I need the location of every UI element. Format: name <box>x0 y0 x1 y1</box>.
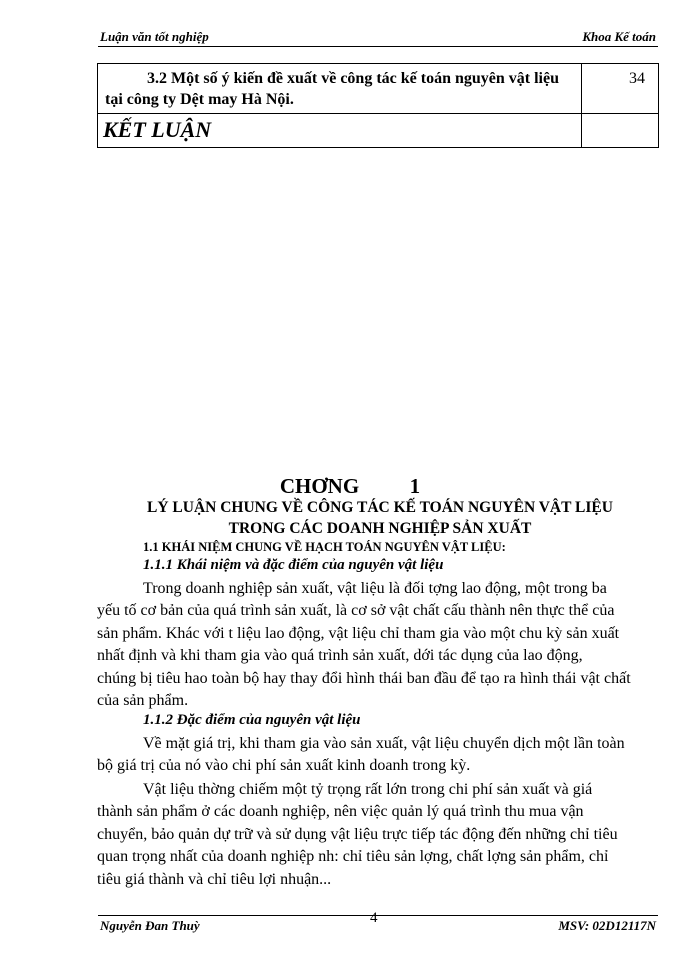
footer-student-id: MSV: 02D12117N <box>558 918 656 933</box>
toc-entry-line-2: tại công ty Dệt may Hà Nội. <box>105 91 294 108</box>
paragraph-line: thành sản phẩm ở các doanh nghiệp, nên việc quản lý quá trình thu mua vận <box>97 803 584 821</box>
paragraph-line: quan trọng nhất của doanh nghiệp nh: chỉ tiêu sản lợng, chất lợng sản phẩm, chỉ <box>97 848 609 866</box>
toc-page-cell-empty <box>582 114 659 148</box>
footer-author: Nguyễn Đan Thuỳ <box>100 918 200 933</box>
section-heading-1-1: 1.1 KHÁI NIỆM CHUNG VỀ HẠCH TOÁN NGUYÊN VẬT LIỆU: <box>143 540 506 554</box>
paragraph-3 <box>97 779 659 891</box>
paragraph-line: bộ giá trị của nó vào chi phí sản xuất kinh doanh trong kỳ. <box>97 757 471 775</box>
toc-row <box>98 64 659 114</box>
paragraph-line: chuyển, bảo quản dự trữ và sử dụng vật liệu trực tiếp tác động đến những chỉ tiêu <box>97 825 618 843</box>
section-heading-1-1-2: 1.1.2 Đặc điểm của nguyên vật liệu <box>143 712 361 728</box>
paragraph-line: chúng bị tiêu hao toàn bộ hay thay đổi hình thái ban đầu để tạo ra hình thái vật chất <box>97 669 631 687</box>
toc-conclusion-label: KẾT LUẬN <box>103 117 212 142</box>
paragraph-line: sản phẩm. Khác với t liệu lao động, vật liệu chỉ tham gia vào một chu kỳ sản xuất <box>97 624 620 642</box>
paragraph-line: Về mặt giá trị, khi tham gia vào sản xuất, vật liệu chuyển dịch một lần toàn <box>143 735 625 752</box>
toc-entry-cell <box>98 114 582 148</box>
toc-row <box>98 114 659 148</box>
chapter-subtitle-line-2: TRONG CÁC DOANH NGHIỆP SẢN XUẤT <box>228 520 532 537</box>
paragraph-line: Vật liệu thờng chiếm một tỷ trọng rất lớn trong chi phí sản xuất và giá <box>143 781 593 798</box>
toc-entry-text <box>99 65 580 112</box>
footer-page-number: 4 <box>370 910 378 926</box>
paragraph-2 <box>97 733 659 778</box>
paragraph-line: yếu tố cơ bản của quá trình sản xuất, là cơ sở vật chất cấu thành nên thực thể của <box>97 602 615 620</box>
section-heading-1-1-1: 1.1.1 Khái niệm và đặc điểm của nguyên vật liệu <box>143 557 444 573</box>
toc-table <box>97 63 659 148</box>
toc-entry-cell <box>98 64 582 114</box>
chapter-word: CHƠNG <box>279 474 360 498</box>
paragraph-line: nhất định và khi tham gia vào quá trình sản xuất, dới tác dụng của lao động, <box>97 647 583 665</box>
chapter-subtitle-line-1: LÝ LUẬN CHUNG VỀ CÔNG TÁC KẾ TOÁN NGUYÊN VẬT LIỆU <box>147 499 613 516</box>
paragraph-line: Trong doanh nghiệp sản xuất, vật liệu là đối tợng lao động, một trong ba <box>143 580 607 597</box>
page-header <box>98 28 658 47</box>
paragraph-line: của sản phẩm. <box>97 692 189 710</box>
paragraph-1 <box>97 578 659 712</box>
chapter-number: 1 <box>409 474 421 498</box>
toc-page-number: 34 <box>629 70 645 87</box>
chapter-heading <box>0 474 700 499</box>
header-right-text: Khoa Kế toán <box>582 29 656 44</box>
toc-page-cell <box>582 64 659 114</box>
paragraph-line: tiêu giá thành và chỉ tiêu lợi nhuận... <box>97 870 332 888</box>
header-left-text: Luận văn tốt nghiệp <box>100 29 209 44</box>
toc-entry-line-1: 3.2 Một số ý kiến đề xuất về công tác kế toán nguyên vật liệu <box>147 70 559 87</box>
page-footer <box>98 910 658 934</box>
